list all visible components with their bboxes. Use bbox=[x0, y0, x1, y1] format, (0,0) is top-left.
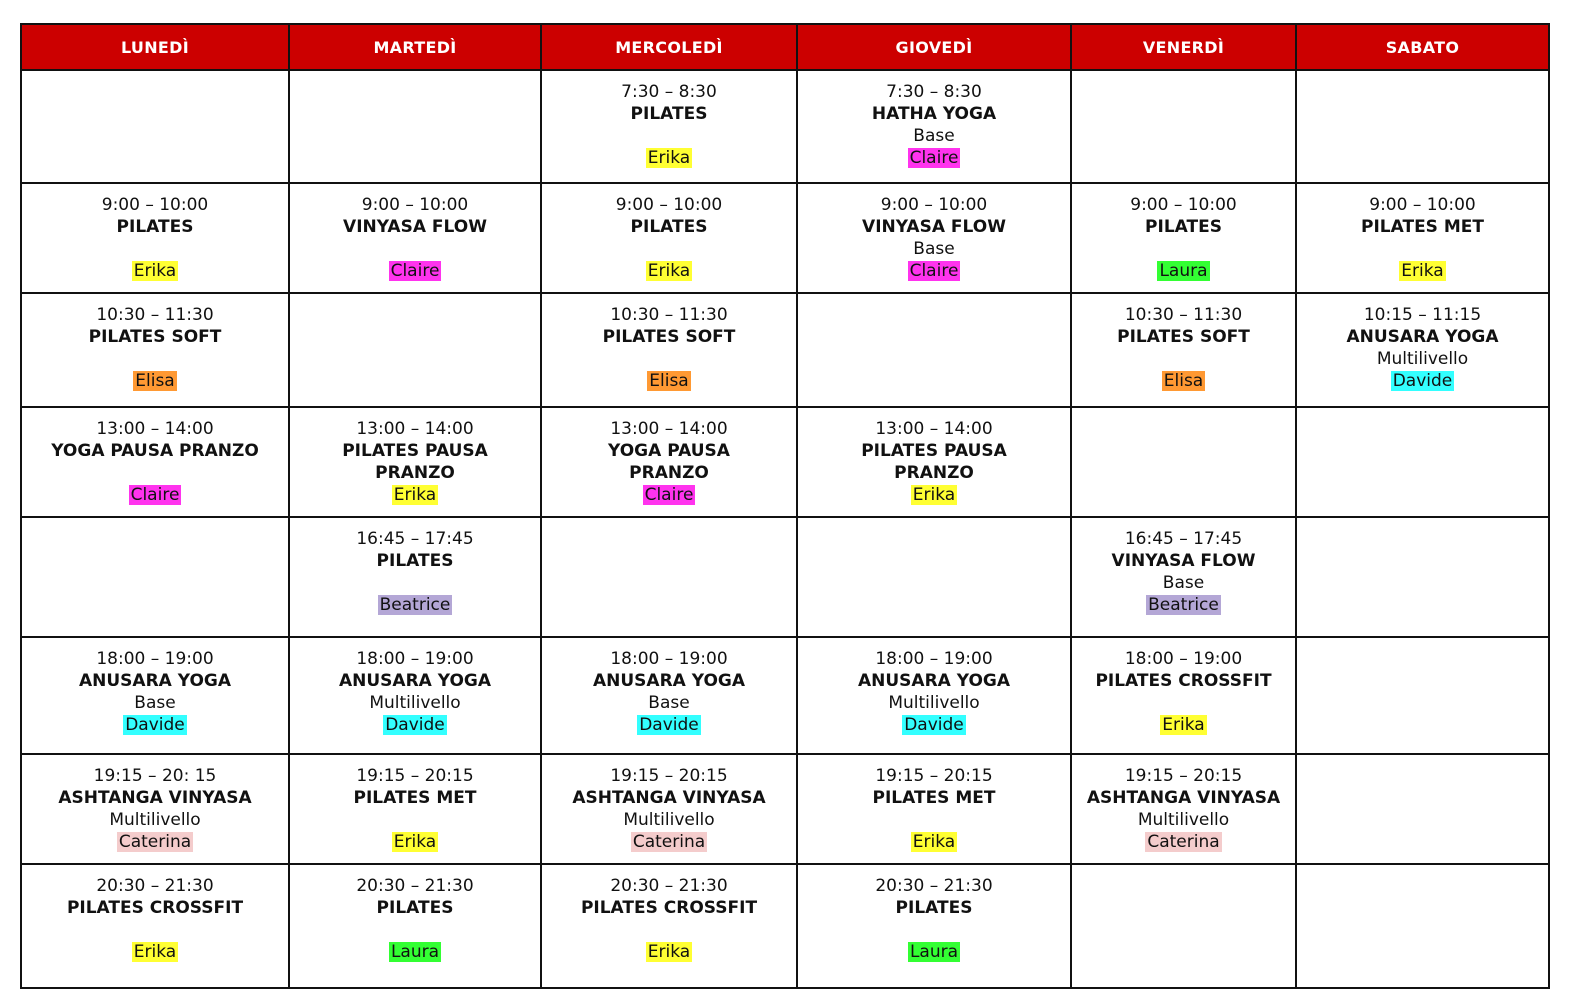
class-title: ANUSARA YOGA bbox=[78, 671, 232, 691]
instructor-badge: Erika bbox=[1162, 715, 1205, 735]
spacer bbox=[542, 348, 796, 370]
class-title: PILATES CROSSFIT bbox=[66, 898, 244, 918]
class-slot-thursday bbox=[797, 864, 1071, 988]
instructor-line bbox=[290, 484, 540, 506]
class-time: 19:15 – 20: 15 bbox=[93, 766, 217, 786]
spacer bbox=[542, 125, 796, 147]
instructor-badge: Elisa bbox=[649, 371, 689, 391]
class-time: 18:00 – 19:00 bbox=[1124, 649, 1243, 669]
class-time: 18:00 – 19:00 bbox=[610, 649, 728, 669]
instructor-badge: Laura bbox=[909, 942, 959, 962]
timeslot-row bbox=[21, 407, 1549, 517]
class-slot-tuesday bbox=[289, 183, 541, 293]
spacer bbox=[1297, 238, 1548, 260]
class-time: 19:15 – 20:15 bbox=[356, 766, 474, 786]
class-title: PILATES bbox=[116, 217, 194, 237]
timeslot-row bbox=[21, 183, 1549, 293]
class-title: ANUSARA YOGA bbox=[857, 671, 1011, 691]
class-title: YOGA PAUSA PRANZO bbox=[51, 441, 259, 461]
class-time: 7:30 – 8:30 bbox=[621, 82, 717, 102]
instructor-line bbox=[22, 941, 288, 963]
class-title: PILATES bbox=[376, 898, 454, 918]
class-slot-thursday bbox=[797, 407, 1071, 517]
instructor-line bbox=[798, 260, 1070, 282]
class-slot-friday bbox=[1071, 754, 1296, 864]
instructor-badge: Davide bbox=[125, 715, 185, 735]
class-level: Multilivello bbox=[623, 810, 715, 830]
empty-slot-tuesday bbox=[289, 70, 541, 183]
spacer bbox=[1072, 238, 1295, 260]
instructor-line bbox=[542, 484, 796, 506]
instructor-badge: Davide bbox=[904, 715, 964, 735]
spacer bbox=[22, 348, 288, 370]
empty-slot-saturday bbox=[1296, 864, 1549, 988]
weekly-class-schedule bbox=[20, 23, 1550, 989]
class-slot-wednesday bbox=[541, 754, 797, 864]
instructor-line bbox=[542, 370, 796, 392]
class-slot-monday bbox=[21, 864, 289, 988]
class-title: ANUSARA YOGA bbox=[592, 671, 746, 691]
day-header-friday: VENERDÌ bbox=[1071, 24, 1296, 70]
class-slot-monday bbox=[21, 754, 289, 864]
class-time: 19:15 – 20:15 bbox=[610, 766, 728, 786]
empty-slot-friday bbox=[1071, 407, 1296, 517]
instructor-line bbox=[542, 260, 796, 282]
timeslot-row bbox=[21, 754, 1549, 864]
instructor-line bbox=[1297, 260, 1548, 282]
class-time: 13:00 – 14:00 bbox=[610, 419, 728, 439]
class-time: 18:00 – 19:00 bbox=[96, 649, 214, 669]
instructor-badge: Claire bbox=[644, 485, 694, 505]
class-slot-saturday bbox=[1296, 293, 1549, 407]
instructor-badge: Laura bbox=[390, 942, 440, 962]
class-time: 9:00 – 10:00 bbox=[880, 195, 988, 215]
instructor-badge: Erika bbox=[393, 485, 437, 505]
class-time: 20:30 – 21:30 bbox=[356, 876, 474, 896]
class-level: Base bbox=[913, 126, 955, 146]
spacer bbox=[798, 809, 1070, 831]
instructor-line bbox=[1072, 260, 1295, 282]
class-title: PILATES bbox=[895, 898, 973, 918]
class-slot-wednesday bbox=[541, 293, 797, 407]
class-title: ANUSARA YOGA bbox=[338, 671, 492, 691]
instructor-line bbox=[1072, 370, 1295, 392]
class-title: PILATES SOFT bbox=[602, 327, 736, 347]
class-time: 9:00 – 10:00 bbox=[615, 195, 723, 215]
spacer bbox=[290, 809, 540, 831]
class-time: 20:30 – 21:30 bbox=[96, 876, 214, 896]
timeslot-row bbox=[21, 864, 1549, 988]
spacer bbox=[290, 238, 540, 260]
class-title: VINYASA FLOW bbox=[343, 217, 487, 237]
empty-slot-tuesday bbox=[289, 293, 541, 407]
class-title: PILATES MET bbox=[1361, 217, 1484, 237]
instructor-badge: Davide bbox=[385, 715, 445, 735]
timeslot-row bbox=[21, 293, 1549, 407]
class-title: PRANZO bbox=[629, 463, 709, 483]
instructor-badge: Elisa bbox=[1163, 371, 1204, 391]
instructor-line bbox=[290, 714, 540, 736]
class-time: 7:30 – 8:30 bbox=[886, 82, 982, 102]
class-title: PILATES SOFT bbox=[1117, 327, 1250, 347]
class-slot-saturday bbox=[1296, 183, 1549, 293]
instructor-line bbox=[290, 594, 540, 616]
empty-slot-saturday bbox=[1296, 754, 1549, 864]
class-slot-monday bbox=[21, 183, 289, 293]
class-time: 16:45 – 17:45 bbox=[1124, 529, 1243, 549]
class-time: 13:00 – 14:00 bbox=[875, 419, 993, 439]
spacer bbox=[290, 919, 540, 941]
class-slot-thursday bbox=[797, 183, 1071, 293]
instructor-line bbox=[1072, 831, 1295, 853]
timeslot-row bbox=[21, 637, 1549, 754]
class-title: ANUSARA YOGA bbox=[1346, 327, 1499, 347]
class-title: VINYASA FLOW bbox=[1111, 551, 1256, 571]
class-time: 10:30 – 11:30 bbox=[1124, 305, 1243, 325]
empty-slot-monday bbox=[21, 70, 289, 183]
class-slot-wednesday bbox=[541, 864, 797, 988]
empty-slot-monday bbox=[21, 517, 289, 637]
class-level: Base bbox=[913, 239, 955, 259]
class-title: YOGA PAUSA bbox=[608, 441, 730, 461]
class-title: PILATES bbox=[630, 104, 708, 124]
instructor-badge: Erika bbox=[133, 261, 177, 281]
class-time: 9:00 – 10:00 bbox=[101, 195, 209, 215]
class-slot-friday bbox=[1071, 293, 1296, 407]
class-title: PILATES bbox=[630, 217, 708, 237]
instructor-line bbox=[290, 831, 540, 853]
class-time: 20:30 – 21:30 bbox=[875, 876, 993, 896]
class-level: Base bbox=[1162, 573, 1205, 593]
class-level: Multilivello bbox=[1137, 810, 1230, 830]
instructor-line bbox=[798, 147, 1070, 169]
empty-slot-wednesday bbox=[541, 517, 797, 637]
class-title: PILATES bbox=[376, 551, 454, 571]
empty-slot-saturday bbox=[1296, 407, 1549, 517]
instructor-line bbox=[290, 941, 540, 963]
empty-slot-friday bbox=[1071, 70, 1296, 183]
class-slot-monday bbox=[21, 293, 289, 407]
schedule-body bbox=[21, 70, 1549, 988]
instructor-badge: Caterina bbox=[632, 832, 706, 852]
class-title: HATHA YOGA bbox=[871, 104, 997, 124]
instructor-line bbox=[22, 260, 288, 282]
instructor-line bbox=[22, 831, 288, 853]
class-slot-tuesday bbox=[289, 754, 541, 864]
spacer bbox=[542, 919, 796, 941]
instructor-badge: Erika bbox=[393, 832, 437, 852]
class-title: PILATES SOFT bbox=[88, 327, 222, 347]
class-slot-thursday bbox=[797, 70, 1071, 183]
class-level: Multilivello bbox=[109, 810, 201, 830]
instructor-badge: Elisa bbox=[135, 371, 175, 391]
instructor-badge: Erika bbox=[647, 261, 691, 281]
class-title: PILATES bbox=[1145, 217, 1222, 237]
class-title: ASHTANGA VINYASA bbox=[1086, 788, 1281, 808]
instructor-badge: Beatrice bbox=[379, 595, 451, 615]
spacer bbox=[290, 572, 540, 594]
class-slot-friday bbox=[1071, 183, 1296, 293]
instructor-line bbox=[798, 484, 1070, 506]
class-title: ASHTANGA VINYASA bbox=[572, 788, 766, 808]
spacer bbox=[798, 919, 1070, 941]
class-time: 13:00 – 14:00 bbox=[356, 419, 474, 439]
class-slot-friday bbox=[1071, 637, 1296, 754]
instructor-badge: Erika bbox=[1401, 261, 1444, 281]
class-title: PRANZO bbox=[894, 463, 974, 483]
instructor-line bbox=[542, 831, 796, 853]
timeslot-row bbox=[21, 70, 1549, 183]
instructor-badge: Caterina bbox=[1147, 832, 1220, 852]
day-header-wednesday: MERCOLEDÌ bbox=[541, 24, 797, 70]
instructor-line bbox=[798, 831, 1070, 853]
day-header-monday: LUNEDÌ bbox=[21, 24, 289, 70]
class-slot-friday bbox=[1071, 517, 1296, 637]
class-slot-monday bbox=[21, 407, 289, 517]
class-title: ASHTANGA VINYASA bbox=[58, 788, 252, 808]
instructor-line bbox=[798, 714, 1070, 736]
class-level: Multilivello bbox=[1376, 349, 1469, 369]
class-slot-thursday bbox=[797, 754, 1071, 864]
class-slot-tuesday bbox=[289, 517, 541, 637]
class-title: PILATES CROSSFIT bbox=[580, 898, 758, 918]
class-time: 20:30 – 21:30 bbox=[610, 876, 728, 896]
day-header-row bbox=[21, 24, 1549, 70]
class-time: 9:00 – 10:00 bbox=[361, 195, 469, 215]
class-level: Base bbox=[134, 693, 176, 713]
class-time: 10:30 – 11:30 bbox=[96, 305, 214, 325]
spacer bbox=[1072, 692, 1295, 714]
instructor-badge: Beatrice bbox=[1148, 595, 1219, 615]
class-slot-monday bbox=[21, 637, 289, 754]
class-slot-wednesday bbox=[541, 637, 797, 754]
day-header-saturday: SABATO bbox=[1296, 24, 1549, 70]
empty-slot-thursday bbox=[797, 517, 1071, 637]
day-header-thursday: GIOVEDÌ bbox=[797, 24, 1071, 70]
class-time: 9:00 – 10:00 bbox=[1369, 195, 1476, 215]
empty-slot-saturday bbox=[1296, 637, 1549, 754]
instructor-line bbox=[290, 260, 540, 282]
instructor-badge: Claire bbox=[390, 261, 440, 281]
class-title: PILATES MET bbox=[353, 788, 477, 808]
spacer bbox=[22, 238, 288, 260]
day-header-tuesday: MARTEDÌ bbox=[289, 24, 541, 70]
empty-slot-saturday bbox=[1296, 70, 1549, 183]
instructor-line bbox=[1297, 370, 1548, 392]
instructor-badge: Erika bbox=[912, 832, 956, 852]
instructor-badge: Erika bbox=[647, 942, 691, 962]
class-slot-tuesday bbox=[289, 637, 541, 754]
instructor-badge: Davide bbox=[639, 715, 699, 735]
instructor-badge: Claire bbox=[909, 148, 959, 168]
instructor-line bbox=[22, 484, 288, 506]
class-slot-wednesday bbox=[541, 407, 797, 517]
class-title: PRANZO bbox=[375, 463, 455, 483]
empty-slot-friday bbox=[1071, 864, 1296, 988]
class-title: PILATES CROSSFIT bbox=[1095, 671, 1272, 691]
class-time: 19:15 – 20:15 bbox=[1124, 766, 1243, 786]
empty-slot-thursday bbox=[797, 293, 1071, 407]
class-slot-tuesday bbox=[289, 864, 541, 988]
class-time: 10:15 – 11:15 bbox=[1363, 305, 1482, 325]
class-slot-tuesday bbox=[289, 407, 541, 517]
class-title: PILATES PAUSA bbox=[861, 441, 1007, 461]
instructor-badge: Erika bbox=[912, 485, 956, 505]
spacer bbox=[22, 462, 288, 484]
instructor-badge: Erika bbox=[133, 942, 177, 962]
instructor-line bbox=[798, 941, 1070, 963]
class-title: PILATES MET bbox=[872, 788, 996, 808]
class-level: Multilivello bbox=[888, 693, 980, 713]
class-title: VINYASA FLOW bbox=[862, 217, 1006, 237]
spacer bbox=[22, 919, 288, 941]
instructor-badge: Caterina bbox=[118, 832, 192, 852]
class-time: 18:00 – 19:00 bbox=[356, 649, 474, 669]
timeslot-row bbox=[21, 517, 1549, 637]
instructor-line bbox=[22, 370, 288, 392]
class-time: 10:30 – 11:30 bbox=[610, 305, 728, 325]
instructor-line bbox=[542, 147, 796, 169]
spacer bbox=[1072, 348, 1295, 370]
instructor-line bbox=[22, 714, 288, 736]
spacer bbox=[542, 238, 796, 260]
instructor-badge: Laura bbox=[1159, 261, 1208, 281]
instructor-badge: Davide bbox=[1392, 371, 1453, 391]
instructor-badge: Erika bbox=[647, 148, 691, 168]
class-title: PILATES PAUSA bbox=[342, 441, 488, 461]
class-slot-wednesday bbox=[541, 183, 797, 293]
class-time: 9:00 – 10:00 bbox=[1130, 195, 1237, 215]
empty-slot-saturday bbox=[1296, 517, 1549, 637]
class-slot-thursday bbox=[797, 637, 1071, 754]
instructor-line bbox=[542, 714, 796, 736]
class-time: 18:00 – 19:00 bbox=[875, 649, 993, 669]
class-time: 16:45 – 17:45 bbox=[356, 529, 474, 549]
class-time: 13:00 – 14:00 bbox=[96, 419, 214, 439]
instructor-line bbox=[1072, 714, 1295, 736]
class-level: Multilivello bbox=[369, 693, 461, 713]
class-time: 19:15 – 20:15 bbox=[875, 766, 993, 786]
class-slot-wednesday bbox=[541, 70, 797, 183]
class-level: Base bbox=[648, 693, 690, 713]
instructor-line bbox=[542, 941, 796, 963]
instructor-badge: Claire bbox=[909, 261, 959, 281]
instructor-badge: Claire bbox=[130, 485, 180, 505]
instructor-line bbox=[1072, 594, 1295, 616]
